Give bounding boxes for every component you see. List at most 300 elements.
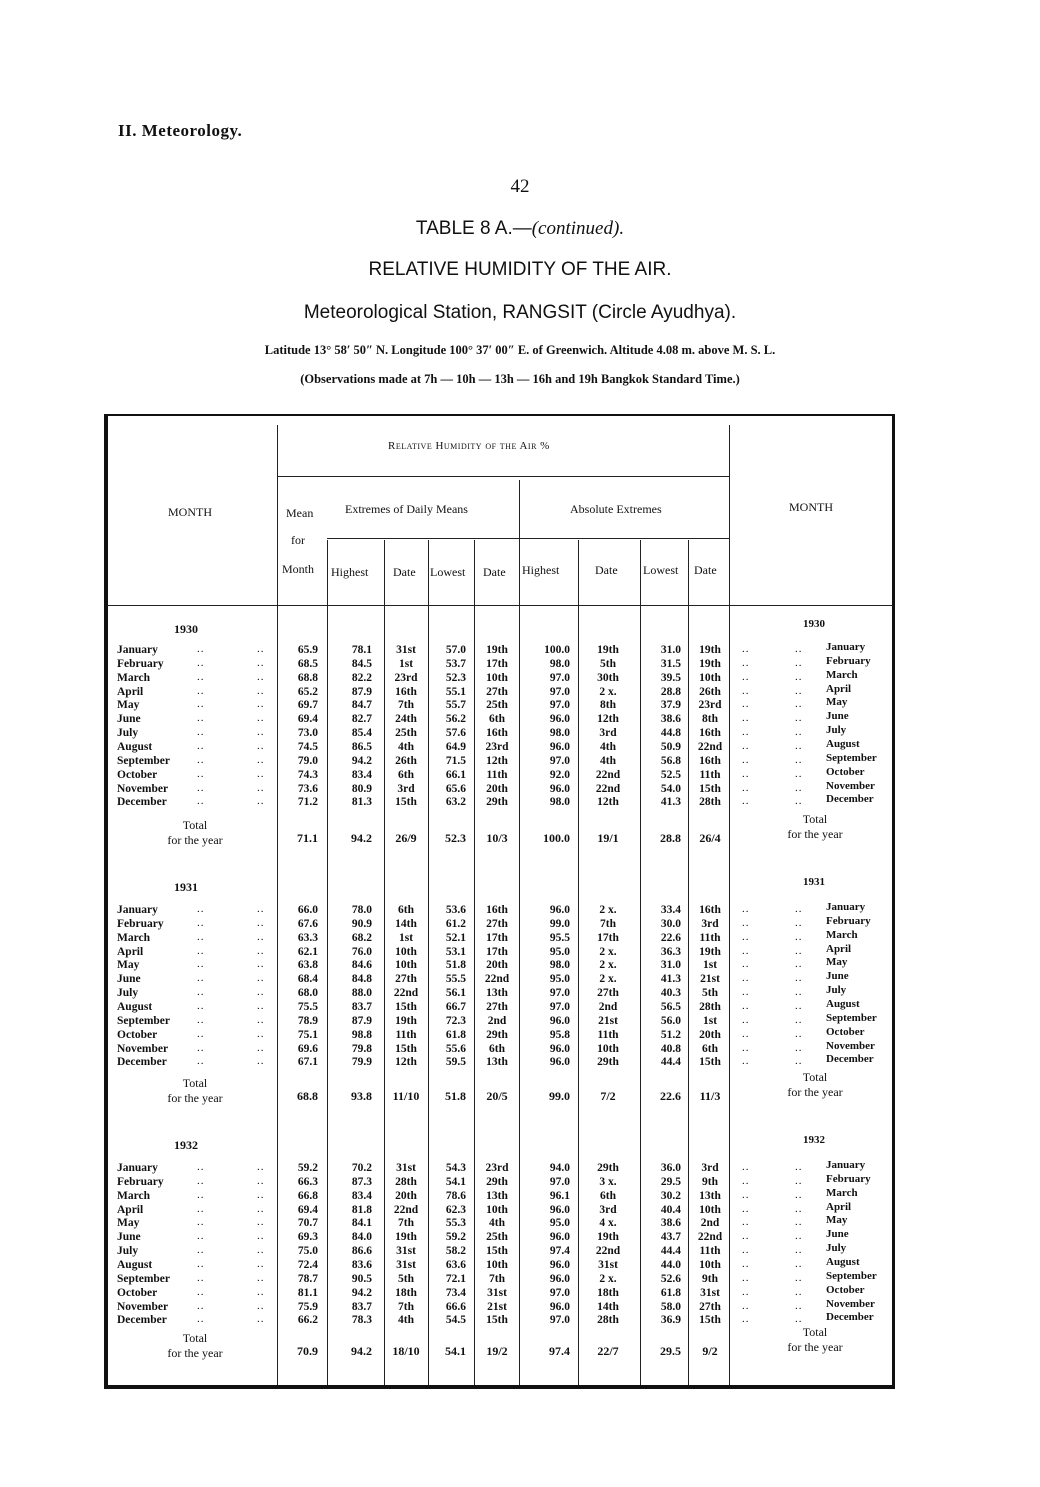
- abs-highest-header: Highest: [522, 563, 560, 577]
- leader-dots: ..: [257, 684, 265, 697]
- cell-abs-highest: 92.0: [549, 768, 570, 781]
- cell-daily-lowest-date: 17th: [486, 931, 508, 944]
- leader-dots: ..: [257, 916, 265, 929]
- total-abs-highest-date: 7/2: [600, 1089, 616, 1103]
- month-name-right: March: [826, 928, 858, 941]
- cell-mean: 71.2: [297, 796, 318, 809]
- cell-daily-lowest: 57.6: [445, 727, 466, 740]
- cell-abs-lowest: 28.8: [660, 685, 681, 698]
- month-name: June: [117, 713, 141, 726]
- cell-daily-lowest-date: 29th: [486, 1175, 508, 1188]
- cell-daily-highest-date: 23rd: [394, 671, 418, 684]
- leader-dots: ..: [795, 930, 803, 943]
- cell-abs-lowest-date: 3rd: [701, 1162, 719, 1174]
- cell-mean: 65.9: [297, 644, 318, 656]
- cell-abs-lowest: 44.4: [660, 1056, 681, 1069]
- table-name: [0, 218, 1040, 240]
- total-daily-highest-date: 26/9: [395, 831, 417, 845]
- cell-daily-highest: 80.9: [351, 782, 372, 795]
- mean-header-2: for: [291, 533, 305, 547]
- leader-dots: ..: [197, 1230, 205, 1243]
- cell-abs-lowest: 29.5: [660, 1175, 681, 1188]
- cell-daily-highest-date: 6th: [398, 904, 414, 916]
- cell-daily-highest-date: 1st: [398, 657, 414, 670]
- leader-dots: ..: [742, 767, 750, 780]
- cell-abs-lowest-date: 5th: [702, 987, 718, 1000]
- cell-abs-highest-date: 27th: [597, 987, 619, 1000]
- month-name-right: December: [826, 1053, 874, 1066]
- mean-header-1: Mean: [286, 506, 314, 520]
- cell-daily-highest: 84.5: [351, 657, 372, 670]
- cell-daily-highest: 83.4: [351, 768, 372, 781]
- total-abs-lowest-date: 9/2: [702, 1344, 718, 1358]
- cell-abs-highest-date: 4th: [600, 754, 616, 767]
- month-name: February: [117, 917, 164, 930]
- cell-abs-highest-date: 2 x.: [599, 959, 617, 972]
- leader-dots: ..: [795, 1271, 803, 1284]
- cell-abs-highest-date: 5th: [600, 657, 616, 670]
- month-name-right: March: [826, 668, 858, 681]
- cell-daily-lowest: 55.1: [445, 685, 466, 698]
- leader-dots: ..: [197, 1000, 205, 1012]
- total-label-left: Total: [182, 818, 208, 832]
- month-name: March: [117, 931, 151, 944]
- cell-daily-lowest: 53.7: [445, 657, 466, 670]
- cell-abs-lowest: 36.3: [660, 945, 681, 958]
- month-name: July: [117, 987, 139, 1000]
- cell-daily-lowest: 57.0: [445, 644, 466, 656]
- cell-abs-highest-date: 2 x.: [599, 904, 617, 916]
- cell-abs-lowest: 36.9: [660, 1314, 681, 1327]
- cell-abs-lowest: 40.8: [660, 1042, 681, 1055]
- cell-daily-highest-date: 25th: [395, 727, 417, 740]
- month-name: November: [117, 1300, 169, 1313]
- cell-mean: 73.0: [297, 727, 318, 740]
- leader-dots: ..: [742, 1285, 750, 1298]
- total-abs-lowest: 28.8: [660, 831, 681, 845]
- leader-dots: ..: [742, 1271, 750, 1284]
- total-abs-highest: 97.4: [549, 1344, 570, 1358]
- total-daily-highest: 93.8: [351, 1089, 372, 1103]
- cell-daily-highest-date: 20th: [395, 1189, 417, 1202]
- cell-abs-highest: 97.0: [549, 754, 570, 767]
- cell-abs-lowest-date: 28th: [699, 1001, 721, 1013]
- cell-daily-highest: 90.5: [351, 1272, 372, 1285]
- leader-dots: ..: [795, 740, 803, 752]
- cell-daily-lowest-date: 6th: [489, 1042, 505, 1055]
- cell-daily-highest: 87.9: [351, 685, 372, 698]
- leader-dots: ..: [197, 903, 205, 915]
- main-column-header: Relative Humidity of the Air %: [388, 440, 550, 452]
- cell-daily-lowest-date: 10th: [486, 671, 508, 684]
- cell-mean: 75.0: [297, 1245, 318, 1258]
- month-name-right: January: [826, 641, 866, 653]
- leader-dots: ..: [257, 972, 265, 985]
- leader-dots: ..: [795, 781, 803, 794]
- leader-dots: ..: [257, 1258, 265, 1270]
- leader-dots: ..: [795, 1299, 803, 1312]
- cell-abs-highest: 96.0: [549, 741, 570, 753]
- cell-abs-highest: 96.0: [549, 713, 570, 726]
- cell-daily-highest: 87.9: [351, 1014, 372, 1027]
- month-name: October: [117, 768, 158, 781]
- cell-daily-highest-date: 4th: [398, 1314, 414, 1327]
- cell-daily-lowest: 64.9: [445, 741, 466, 753]
- leader-dots: ..: [742, 740, 750, 752]
- cell-abs-highest-date: 2 x.: [599, 945, 617, 958]
- month-header-left: MONTH: [168, 505, 212, 519]
- month-name-right: April: [826, 942, 852, 955]
- leader-dots: ..: [197, 1244, 205, 1257]
- cell-abs-lowest-date: 11th: [699, 768, 721, 781]
- total-daily-highest-date: 18/10: [392, 1344, 420, 1358]
- cell-abs-highest: 98.0: [549, 796, 570, 809]
- leader-dots: ..: [197, 1299, 205, 1312]
- cell-mean: 69.4: [297, 713, 318, 726]
- leader-dots: ..: [742, 1041, 750, 1054]
- total-daily-lowest-date: 20/5: [486, 1089, 508, 1103]
- station-name: Meteorological Station, RANGSIT (Circle Ayudhya).: [303, 302, 737, 323]
- leader-dots: ..: [197, 916, 205, 929]
- cell-abs-lowest-date: 11th: [699, 931, 721, 944]
- cell-abs-lowest: 44.8: [660, 727, 681, 740]
- cell-daily-lowest-date: 29th: [486, 796, 508, 809]
- total-abs-highest: 99.0: [549, 1089, 570, 1103]
- cell-abs-highest: 96.0: [549, 1259, 570, 1271]
- leader-dots: ..: [742, 972, 750, 985]
- total-daily-lowest-date: 10/3: [486, 831, 508, 845]
- cell-abs-lowest: 36.0: [660, 1162, 681, 1174]
- cell-abs-lowest-date: 19th: [699, 945, 721, 958]
- leader-dots: ..: [257, 643, 265, 655]
- total-abs-highest-date: 22/7: [597, 1344, 619, 1358]
- abs-lowest-header: Lowest: [643, 563, 679, 577]
- cell-abs-highest: 97.0: [549, 1286, 570, 1299]
- cell-daily-lowest-date: 13th: [486, 1056, 508, 1069]
- year-label-right: 1932: [803, 1134, 825, 1146]
- cell-daily-highest-date: 3rd: [397, 782, 415, 795]
- month-name-right: July: [826, 984, 847, 997]
- leader-dots: ..: [197, 1258, 205, 1270]
- month-name-right: January: [826, 1159, 866, 1171]
- cell-daily-highest: 84.1: [351, 1217, 372, 1230]
- cell-abs-lowest: 39.5: [660, 671, 681, 684]
- month-name-right: February: [826, 654, 871, 667]
- cell-daily-lowest-date: 16th: [486, 904, 508, 916]
- cell-daily-lowest-date: 25th: [486, 1231, 508, 1244]
- cell-abs-highest-date: 4th: [600, 741, 616, 753]
- month-name-right: July: [826, 1242, 847, 1255]
- month-name-right: May: [826, 696, 848, 709]
- cell-abs-highest: 96.0: [549, 1042, 570, 1055]
- cell-daily-highest: 83.7: [351, 1300, 372, 1313]
- month-name-right: October: [826, 1283, 865, 1296]
- leader-dots: ..: [742, 795, 750, 808]
- month-name-right: September: [826, 1269, 877, 1282]
- leader-dots: ..: [795, 656, 803, 669]
- cell-daily-highest-date: 15th: [395, 1001, 417, 1013]
- cell-daily-lowest: 73.4: [445, 1286, 466, 1299]
- cell-abs-lowest: 31.5: [660, 657, 681, 670]
- cell-daily-lowest-date: 7th: [489, 1272, 505, 1285]
- cell-mean: 79.0: [297, 754, 318, 767]
- leader-dots: ..: [197, 1013, 205, 1026]
- leader-dots: ..: [197, 1202, 205, 1215]
- month-name-right: April: [826, 1200, 852, 1213]
- leader-dots: ..: [742, 944, 750, 957]
- cell-daily-lowest: 52.1: [445, 931, 466, 944]
- total-mean: 71.1: [297, 831, 318, 845]
- cell-daily-highest-date: 14th: [395, 917, 417, 930]
- cell-daily-highest-date: 15th: [395, 1042, 417, 1055]
- leader-dots: ..: [257, 1174, 265, 1187]
- leader-dots: ..: [197, 1216, 205, 1229]
- cell-daily-highest-date: 19th: [395, 1014, 417, 1027]
- cell-daily-lowest: 51.8: [445, 959, 466, 972]
- total-label-left: Total: [182, 1331, 208, 1345]
- cell-abs-highest: 99.0: [549, 917, 570, 930]
- cell-daily-highest-date: 10th: [395, 959, 417, 972]
- month-name-right: July: [826, 724, 847, 737]
- leader-dots: ..: [257, 1285, 265, 1298]
- month-name: August: [117, 1259, 153, 1271]
- cell-abs-lowest: 41.3: [660, 973, 681, 986]
- leader-dots: ..: [795, 1285, 803, 1298]
- leader-dots: ..: [257, 656, 265, 669]
- month-name-right: November: [826, 1039, 875, 1052]
- leader-dots: ..: [795, 1188, 803, 1201]
- cell-mean: 66.3: [297, 1175, 318, 1188]
- leader-dots: ..: [257, 781, 265, 794]
- leader-dots: ..: [795, 986, 803, 999]
- leader-dots: ..: [742, 712, 750, 725]
- month-name: June: [117, 1231, 141, 1244]
- cell-daily-lowest: 59.2: [445, 1231, 466, 1244]
- cell-abs-lowest-date: 1st: [702, 959, 718, 972]
- total-label-right: for the year: [787, 827, 843, 841]
- month-name-right: May: [826, 1214, 848, 1227]
- cell-daily-highest-date: 11th: [395, 1028, 417, 1041]
- cell-daily-highest-date: 15th: [395, 796, 417, 809]
- leader-dots: ..: [257, 1230, 265, 1243]
- leader-dots: ..: [257, 1055, 265, 1068]
- cell-abs-lowest-date: 13th: [699, 1189, 721, 1202]
- mean-header-3: Month: [282, 562, 315, 576]
- leader-dots: ..: [795, 1027, 803, 1040]
- cell-mean: 68.8: [297, 671, 318, 684]
- leader-dots: ..: [795, 684, 803, 697]
- cell-daily-highest-date: 22nd: [393, 987, 419, 1000]
- leader-dots: ..: [742, 698, 750, 711]
- cell-daily-lowest-date: 23rd: [485, 1162, 509, 1174]
- cell-abs-highest: 97.0: [549, 685, 570, 698]
- abs-date-header: Date: [595, 563, 618, 577]
- leader-dots: ..: [197, 656, 205, 669]
- leader-dots: ..: [795, 795, 803, 808]
- leader-dots: ..: [197, 781, 205, 794]
- cell-daily-highest: 87.3: [351, 1175, 372, 1188]
- leader-dots: ..: [742, 1188, 750, 1201]
- leader-dots: ..: [795, 1313, 803, 1326]
- cell-abs-highest: 98.0: [549, 657, 570, 670]
- leader-dots: ..: [197, 1027, 205, 1040]
- cell-daily-lowest-date: 17th: [486, 657, 508, 670]
- leader-dots: ..: [742, 930, 750, 943]
- month-name: September: [117, 1014, 171, 1027]
- leader-dots: ..: [197, 1285, 205, 1298]
- cell-abs-lowest-date: 22nd: [697, 741, 723, 753]
- cell-abs-highest-date: 7th: [600, 917, 616, 930]
- cell-abs-highest-date: 3 x.: [599, 1175, 617, 1188]
- leader-dots: ..: [742, 1013, 750, 1026]
- cell-daily-lowest: 66.6: [445, 1300, 466, 1313]
- cell-abs-highest: 96.0: [549, 1231, 570, 1244]
- month-name: September: [117, 1272, 171, 1285]
- cell-daily-lowest: 55.5: [445, 973, 466, 986]
- cell-abs-highest-date: 21st: [598, 1014, 618, 1027]
- cell-daily-highest-date: 10th: [395, 945, 417, 958]
- month-name-right: October: [826, 765, 865, 778]
- cell-daily-lowest-date: 21st: [487, 1300, 507, 1313]
- year-label-left: 1932: [174, 1138, 198, 1152]
- cell-daily-lowest: 65.6: [445, 782, 466, 795]
- leader-dots: ..: [795, 1216, 803, 1229]
- leader-dots: ..: [742, 1299, 750, 1312]
- month-name-right: August: [826, 1256, 860, 1268]
- cell-abs-lowest-date: 26th: [699, 685, 721, 698]
- leader-dots: ..: [257, 1216, 265, 1229]
- leader-dots: ..: [742, 1216, 750, 1229]
- leader-dots: ..: [197, 1161, 205, 1173]
- cell-daily-lowest: 71.5: [445, 754, 466, 767]
- header-rule: [277, 476, 729, 477]
- cell-daily-lowest-date: 16th: [486, 727, 508, 740]
- cell-daily-lowest-date: 27th: [486, 1001, 508, 1013]
- cell-mean: 78.9: [297, 1014, 318, 1027]
- cell-abs-highest: 96.0: [549, 1203, 570, 1216]
- leader-dots: ..: [742, 1244, 750, 1257]
- daily-highest-header: Highest: [331, 565, 369, 579]
- page-number: 42: [510, 176, 530, 197]
- leader-dots: ..: [257, 712, 265, 725]
- leader-dots: ..: [742, 916, 750, 929]
- cell-abs-lowest-date: 19th: [699, 644, 721, 656]
- cell-daily-lowest-date: 29th: [486, 1028, 508, 1041]
- cell-abs-lowest: 56.8: [660, 754, 681, 767]
- cell-mean: 66.2: [297, 1314, 318, 1327]
- leader-dots: ..: [795, 1161, 803, 1173]
- leader-dots: ..: [795, 958, 803, 971]
- leader-dots: ..: [795, 753, 803, 766]
- month-name-right: June: [826, 970, 849, 983]
- cell-abs-lowest-date: 15th: [699, 1056, 721, 1069]
- leader-dots: ..: [742, 1313, 750, 1326]
- cell-abs-lowest-date: 10th: [699, 1259, 721, 1271]
- cell-mean: 75.5: [297, 1001, 318, 1013]
- month-name: June: [117, 973, 141, 986]
- cell-daily-lowest-date: 10th: [486, 1203, 508, 1216]
- leader-dots: ..: [197, 684, 205, 697]
- leader-dots: ..: [795, 726, 803, 739]
- cell-abs-highest: 98.0: [549, 959, 570, 972]
- cell-daily-highest-date: 16th: [395, 685, 417, 698]
- cell-daily-highest: 90.9: [351, 917, 372, 930]
- cell-abs-lowest: 22.6: [660, 931, 681, 944]
- leader-dots: ..: [257, 670, 265, 683]
- month-name-right: November: [826, 1297, 875, 1310]
- total-daily-highest: 94.2: [351, 831, 372, 845]
- month-name-right: May: [826, 956, 848, 969]
- cell-abs-lowest: 41.3: [660, 796, 681, 809]
- cell-abs-lowest: 54.0: [660, 782, 681, 795]
- leader-dots: ..: [795, 1055, 803, 1068]
- total-mean: 70.9: [297, 1344, 318, 1358]
- leader-dots: ..: [197, 944, 205, 957]
- cell-daily-lowest: 72.1: [445, 1272, 466, 1285]
- cell-abs-highest: 98.0: [549, 727, 570, 740]
- total-daily-lowest: 51.8: [445, 1089, 466, 1103]
- leader-dots: ..: [742, 1258, 750, 1270]
- cell-daily-highest-date: 19th: [395, 1231, 417, 1244]
- cell-daily-lowest: 66.7: [445, 1001, 466, 1013]
- cell-abs-highest-date: 3rd: [599, 727, 617, 740]
- cell-abs-highest: 96.0: [549, 1300, 570, 1313]
- cell-abs-highest: 95.0: [549, 973, 570, 986]
- cell-abs-lowest-date: 10th: [699, 1203, 721, 1216]
- leader-dots: ..: [742, 1202, 750, 1215]
- cell-daily-lowest: 58.2: [445, 1245, 466, 1258]
- cell-abs-highest-date: 22nd: [595, 1245, 621, 1258]
- cell-daily-highest: 78.0: [351, 904, 372, 916]
- leader-dots: ..: [197, 930, 205, 943]
- month-name: August: [117, 741, 153, 753]
- cell-daily-lowest-date: 20th: [486, 782, 508, 795]
- total-abs-lowest-date: 11/3: [699, 1089, 721, 1103]
- cell-abs-lowest-date: 22nd: [697, 1231, 723, 1244]
- leader-dots: ..: [257, 1041, 265, 1054]
- cell-abs-highest: 95.8: [549, 1028, 570, 1041]
- leader-dots: ..: [257, 1188, 265, 1201]
- cell-abs-lowest-date: 21st: [700, 973, 720, 986]
- cell-abs-lowest: 31.0: [660, 644, 681, 656]
- cell-daily-highest-date: 5th: [398, 1272, 414, 1285]
- leader-dots: ..: [257, 767, 265, 780]
- total-label-right: for the year: [787, 1085, 843, 1099]
- coordinates-line: Latitude 13° 58′ 50″ N. Longitude 100° 37′ 00″ E. of Greenwich. Altitude 4.08 m. above M. S. L.: [264, 343, 776, 357]
- cell-mean: 74.3: [297, 768, 318, 781]
- leader-dots: ..: [742, 1230, 750, 1243]
- total-daily-lowest: 54.1: [445, 1344, 466, 1358]
- leader-dots: ..: [197, 1041, 205, 1054]
- cell-mean: 69.3: [297, 1231, 318, 1244]
- cell-abs-lowest: 37.9: [660, 699, 681, 712]
- leader-dots: ..: [795, 1230, 803, 1243]
- leader-dots: ..: [257, 740, 265, 752]
- leader-dots: ..: [742, 986, 750, 999]
- cell-mean: 68.5: [297, 657, 318, 670]
- cell-abs-lowest: 44.0: [660, 1259, 681, 1271]
- leader-dots: ..: [795, 1013, 803, 1026]
- month-name: May: [117, 959, 140, 972]
- cell-abs-highest: 100.0: [544, 644, 570, 656]
- cell-mean: 65.2: [297, 685, 318, 698]
- month-name-right: September: [826, 1011, 877, 1024]
- cell-abs-lowest-date: 15th: [699, 782, 721, 795]
- cell-daily-lowest: 63.6: [445, 1259, 466, 1271]
- month-name-right: June: [826, 710, 849, 723]
- month-name: October: [117, 1286, 158, 1299]
- leader-dots: ..: [795, 1202, 803, 1215]
